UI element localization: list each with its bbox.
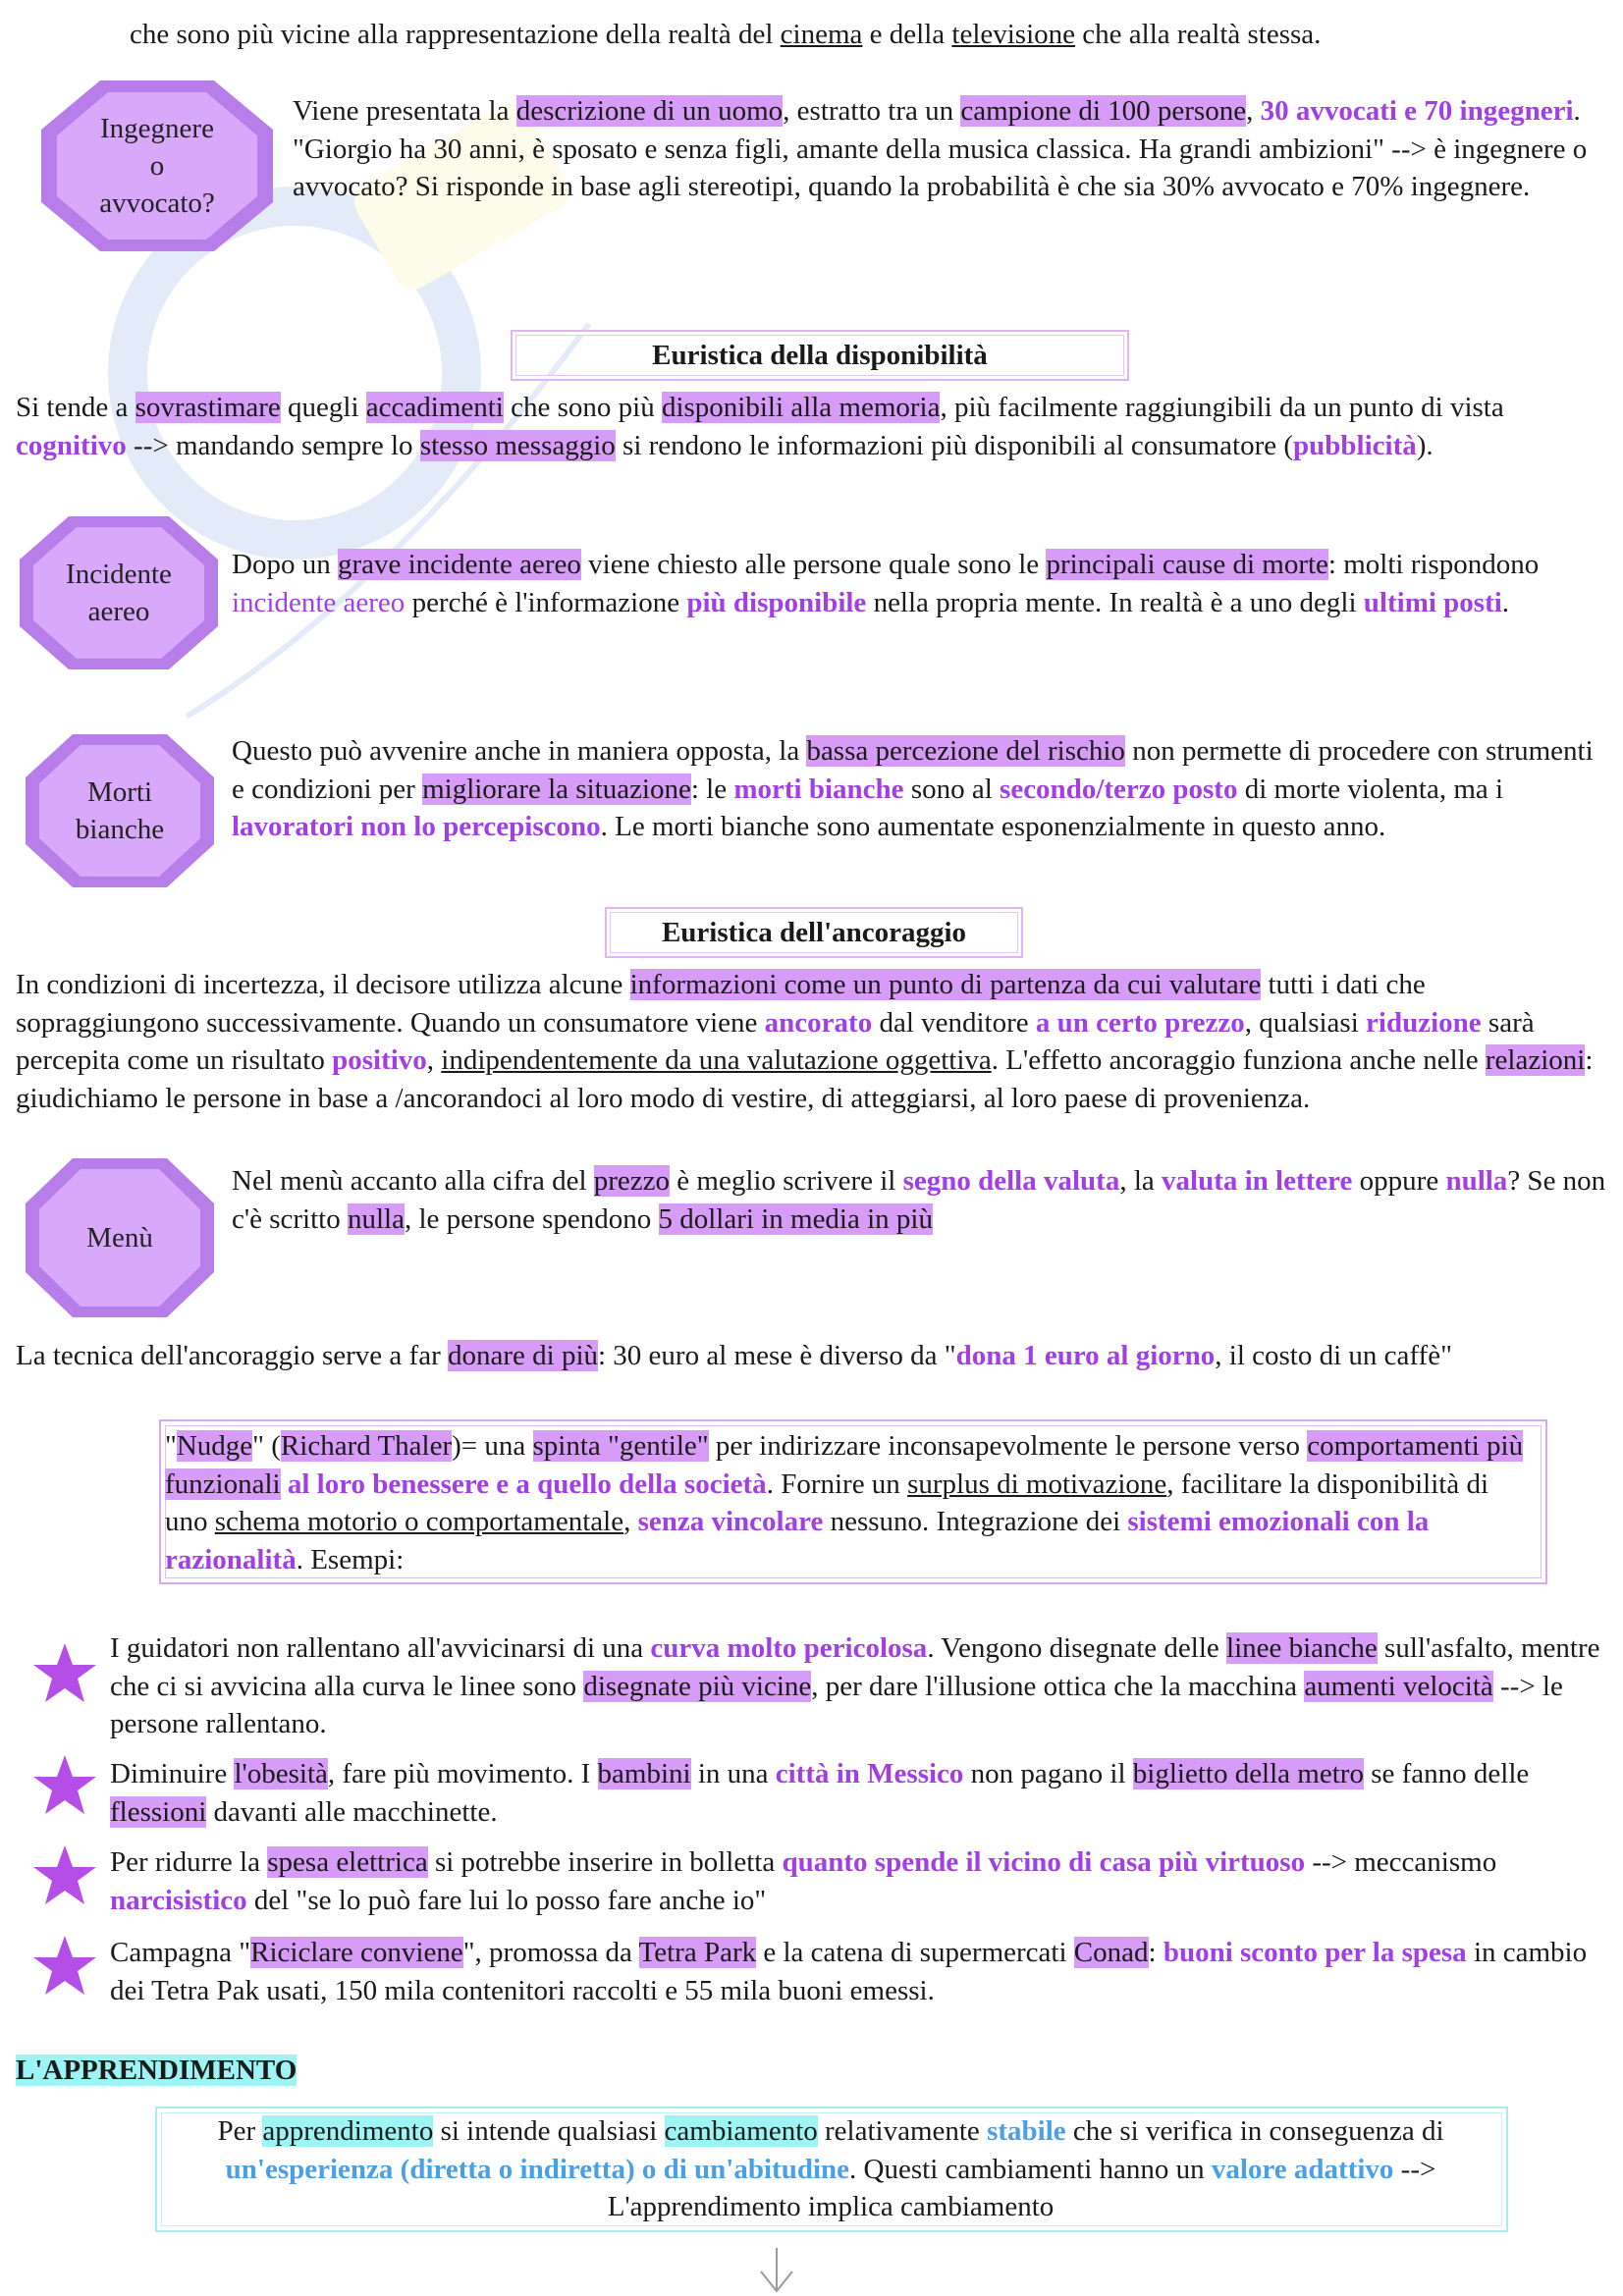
- example-spesa-elettrica: Per ridurre la spesa elettrica si potrebbe inserire in bolletta quanto spende il vicino di casa più virtuoso --> meccanismo narcisistico del "se lo può fare lui lo posso fare anche io": [110, 1846, 1497, 1916]
- star-icon: [31, 1641, 98, 1704]
- octagon-incidente-aereo: Incidente aereo: [18, 514, 220, 671]
- octagon-morti-bianche: Morti bianche: [24, 732, 216, 889]
- star-icon: [31, 1934, 98, 1997]
- octagon-menu: Menù: [24, 1156, 216, 1319]
- link-televisione: televisione: [951, 19, 1076, 50]
- paragraph-menu: Nel menù accanto alla cifra del prezzo è meglio scrivere il segno della valuta, la valuta in lettere oppure nulla? Se non c'è scritto nulla, le persone spendono 5 dollari in media in più: [232, 1165, 1606, 1235]
- octagon-ingegnere-avvocato: Ingegnere o avvocato?: [39, 79, 275, 253]
- example-riciclare: Campagna "Riciclare conviene", promossa da Tetra Park e la catena di supermercati Conad: buoni sconto per la spesa in cambio dei Tetra Pak usati, 150 mila contenitori raccolti e 55 mila buoni emessi.: [110, 1937, 1588, 2006]
- example-curva: I guidatori non rallentano all'avvicinarsi di una curva molto pericolosa. Vengono disegnate delle linee bianche sull'asfalto, mentre che ci si avvicina alla curva le linee sono disegnate più vicine, per dare l'illusione ottica che la macchina aumenti velocità --> le persone rallentano.: [110, 1632, 1600, 1739]
- star-icon: [31, 1843, 98, 1906]
- heading-euristica-disponibilita: Euristica della disponibilità: [511, 330, 1129, 381]
- link-cinema: cinema: [780, 19, 863, 50]
- example-obesita: Diminuire l'obesità, fare più movimento. I bambini in una città in Messico non pagano il biglietto della metro se fanno delle flessioni davanti alle macchinette.: [110, 1758, 1530, 1828]
- arrow-down-icon: [756, 2248, 797, 2293]
- paragraph-ingegnere: Viene presentata la descrizione di un uomo, estratto tra un campione di 100 persone, 30 avvocati e 70 ingegneri. "Giorgio ha 30 anni, è sposato e senza figli, amante della musica classica. Ha grandi ambizioni" --> è ingegnere o avvocato? Si risponde in base agli stereotipi, quando la probabilità è che sia 30% avvocato e 70% ingegnere.: [293, 95, 1588, 202]
- top-line: che sono più vicine alla rappresentazione della realtà del cinema e della televisione che alla realtà stessa.: [130, 19, 1322, 50]
- star-icon: [31, 1753, 98, 1816]
- paragraph-incidente: Dopo un grave incidente aereo viene chiesto alle persone quale sono le principali cause di morte: molti rispondono incidente aereo perché è l'informazione più disponibile nella propria mente. In realtà è a uno degli ultimi posti.: [232, 549, 1540, 618]
- paragraph-morti-bianche: Questo può avvenire anche in maniera opposta, la bassa percezione del rischio non permette di procedere con strumenti e condizioni per migliorare la situazione: le morti bianche sono al secondo/terzo posto di morte violenta, ma i lavoratori non lo percepiscono. Le morti bianche sono aumentate esponenzialmente in questo anno.: [232, 735, 1594, 842]
- paragraph-apprendimento: Per apprendimento si intende qualsiasi cambiamento relativamente stabile che si verifica in conseguenza di un'esperienza (diretta o indiretta) o di un'abitudine. Questi cambiamenti hanno un valore adattivo --> L'apprendimento implica cambiamento: [217, 2115, 1444, 2222]
- paragraph-ancoraggio: In condizioni di incertezza, il decisore utilizza alcune informazioni come un punto di partenza da cui valutare tutti i dati che sopraggiungono successivamente. Quando un consumatore viene ancorato dal venditore a un certo prezzo, qualsiasi riduzione sarà percepita come un risultato positivo, indipendentemente da una valutazione oggettiva. L'effetto ancoraggio funziona anche nelle relazioni: giudichiamo le persone in base a /ancorandoci al loro modo di vestire, di atteggiarsi, al loro paese di provenienza.: [16, 969, 1594, 1114]
- paragraph-disponibilita: Si tende a sovrastimare quegli accadimenti che sono più disponibili alla memoria, più facilmente raggiungibili da un punto di vista cognitivo --> mandando sempre lo stesso messaggio si rendono le informazioni più disponibili al consumatore (pubblicità).: [16, 392, 1504, 461]
- paragraph-tecnica-ancoraggio: La tecnica dell'ancoraggio serve a far donare di più: 30 euro al mese è diverso da "dona 1 euro al giorno, il costo di un caffè": [16, 1340, 1452, 1371]
- paragraph-nudge: "Nudge" (Richard Thaler)= una spinta "gentile" per indirizzare inconsapevolmente le persone verso comportamenti più funzionali al loro benessere e a quello della società. Fornire un surplus di motivazione, facilitare la disponibilità di uno schema motorio o comportamentale, senza vincolare nessuno. Integrazione dei sistemi emozionali con la razionalità. Esempi:: [165, 1430, 1524, 1575]
- heading-apprendimento: L'APPRENDIMENTO: [16, 2055, 298, 2086]
- heading-euristica-ancoraggio: Euristica dell'ancoraggio: [605, 907, 1023, 958]
